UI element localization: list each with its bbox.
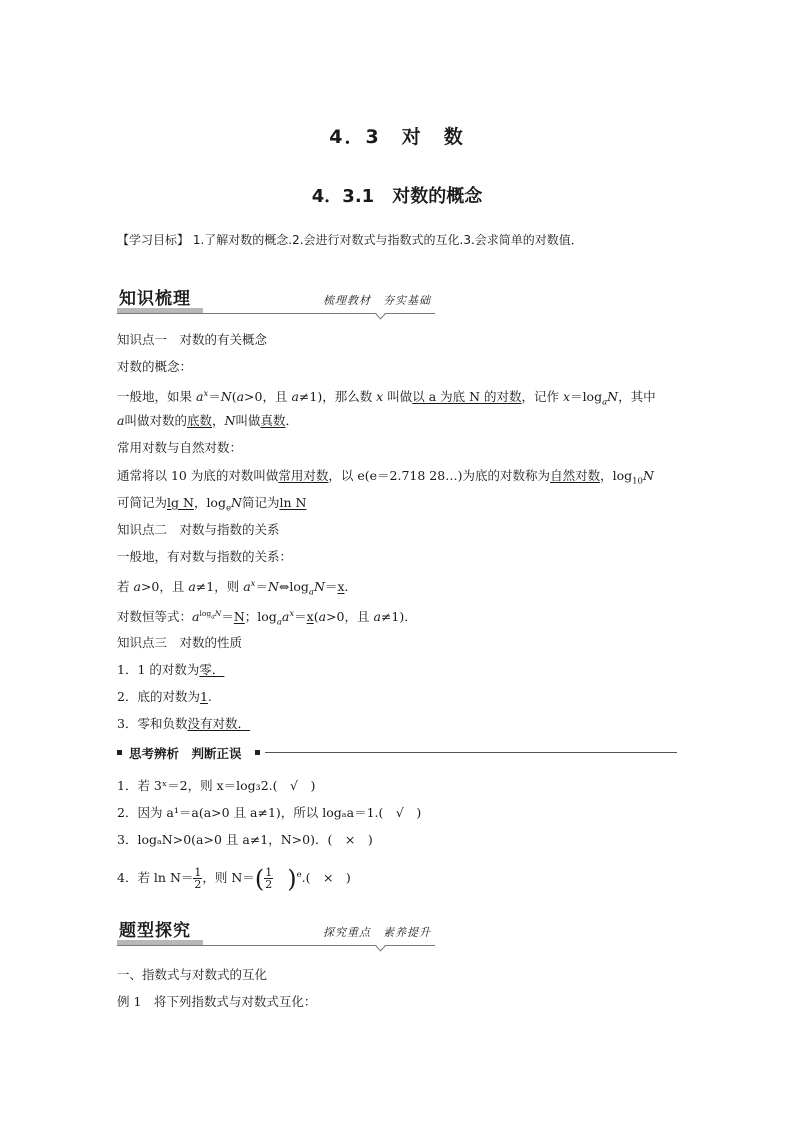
part1-heading: 一、指数式与对数式的互化: [117, 967, 268, 982]
kp2-intro: 一般地，有对数与指数的关系：: [117, 549, 293, 564]
judge-item-4: 4．若 ln N＝ $\frac{1}{2}$ ，则 N＝( $\frac{1}{2}$ )$^e$.( × ): [117, 864, 351, 893]
example-1: 例 1 将下列指数式与对数式互化：: [117, 994, 317, 1009]
chapter-title: 4．3 对 数: [329, 126, 465, 148]
judge-item-3: 3．logₐN>0(a>0 且 a≠1，N>0)．( × ): [117, 832, 373, 847]
kp3-item-1: 1．1 的对数为零．: [117, 662, 225, 677]
think-judge-rule: [265, 752, 677, 753]
judge-item-2: 2．因为 a¹＝a(a>0 且 a≠1)，所以 logₐa＝1.( √ ): [117, 805, 422, 820]
term-argument: 真数: [260, 413, 286, 428]
section-header-notch: [376, 310, 386, 320]
kp1-line2: a叫做对数的底数，N叫做真数．: [117, 413, 298, 428]
term-ln: ln N: [279, 495, 307, 510]
term-lg: lg N: [167, 495, 194, 510]
term-common-log: 常用对数: [278, 468, 329, 483]
kp1-concept-label: 对数的概念：: [117, 359, 193, 374]
kp2-identity: 对数恒等式：$a^{log_aN}=N$；$\log_aa^x=x(a>0$，且 a≠1)．: [117, 609, 417, 628]
kp1-line1: 一般地，如果 $a^x=N(a>0$，且 a≠1)，那么数 x 叫做以 a 为底 N 的对数，记作 $x=\log_aN$，其中: [117, 389, 656, 408]
kp1-heading: 知识点一 对数的有关概念: [117, 332, 268, 347]
section-header-subtitle: 梳理教材 夯实基础: [323, 294, 431, 307]
term-log-definition: 以 a 为底 N 的对数: [412, 389, 522, 405]
section-header-rule: [117, 313, 435, 314]
think-judge-label: 思考辨析 判断正误: [129, 746, 242, 761]
section-header-rule: [117, 945, 435, 946]
kp3-item-2: 2．底的对数为1.: [117, 689, 212, 704]
think-judge-header: [117, 744, 677, 762]
learning-objectives: 【学习目标】 1.了解对数的概念.2.会进行对数式与指数式的互化.3.会求简单的对数值．: [117, 233, 583, 247]
kp2-heading: 知识点二 对数与指数的关系: [117, 522, 280, 537]
term-base: 底数: [186, 413, 212, 428]
section-header-label: 知识梳理: [119, 289, 191, 309]
section-title: 4．3.1 对数的概念: [311, 186, 483, 207]
term-natural-log: 自然对数: [550, 468, 601, 483]
section-header-exploration: [117, 916, 437, 950]
kp1-line4: 可简记为lg N，$\log_eN$简记为ln N: [117, 495, 307, 514]
section-header-label: 题型探究: [119, 921, 191, 941]
fraction-one-half: $\frac{1}{2}$: [265, 866, 273, 892]
kp2-relation: 若 a>0，且 a≠1，则 $a^x=N\Leftrightarrow\log_aN=x$.: [117, 579, 349, 598]
section-header-knowledge: [117, 284, 437, 318]
kp3-item-3: 3．零和负数没有对数．: [117, 716, 250, 731]
kp1-common-label: 常用对数与自然对数：: [117, 440, 243, 455]
section-header-subtitle: 探究重点 素养提升: [323, 926, 431, 939]
judge-item-1: 1．若 3ˣ＝2，则 x＝log₃2.( √ ): [117, 778, 316, 793]
section-header-notch: [376, 942, 386, 952]
square-bullet-icon: [117, 750, 122, 755]
kp1-line3: 通常将以 10 为底的对数叫做常用对数，以 e(e＝2.718 28…)为底的对数称为自然对数，$\log_{10}N$: [117, 468, 654, 487]
kp3-heading: 知识点三 对数的性质: [117, 635, 243, 650]
fraction-one-half: $\frac{1}{2}$: [194, 866, 202, 892]
square-bullet-icon: [255, 750, 260, 755]
